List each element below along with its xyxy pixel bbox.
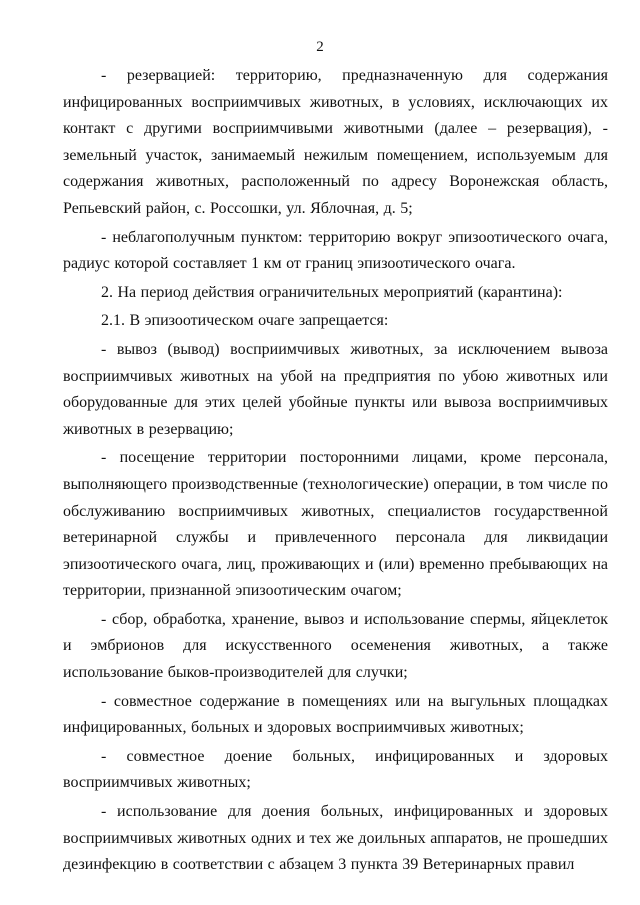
- page-number: 2: [316, 39, 324, 55]
- document-body: [63, 63, 608, 881]
- paragraph-unfavorable-point-definition: - неблагополучным пунктом: территорию вокруг эпизоотического очага, радиус которой составляет 1 км от границ эпизоотического очага.: [63, 228, 608, 273]
- list-item-export-ban: - вывоз (вывод) восприимчивых животных, за исключением вывоза восприимчивых животных на убой на предприятия по убою животных или оборудованные для этих целей убойные пункты или вывоза восприимчивых животных в резервацию;: [63, 340, 608, 438]
- list-item-joint-milking-ban: - совместное доение больных, инфицированных и здоровых восприимчивых животных;: [63, 747, 608, 792]
- paragraph-reservation-definition: - резервацией: территорию, предназначенную для содержания инфицированных восприимчивых животных, в условиях, исключающих их контакт с другими восприимчивыми животными (далее – резервация), - земельный участок, занимаемый нежилым помещением, используемым для содержания животных, расположенный по адресу Воронежская область, Репьевский район, с. Россошки, ул. Яблочная, д. 5;: [63, 67, 608, 217]
- paragraph-section-2: 2. На период действия ограничительных мероприятий (карантина):: [101, 283, 563, 301]
- list-item-visit-ban: - посещение территории посторонними лицами, кроме персонала, выполняющего производственные (технологические) операции, в том числе по обслуживанию восприимчивых животных, специалистов государственной ветеринарной службы и привлеченного персонала для ликвидации эпизоотического очага, лиц, проживающих и (или) временно пребывающих на территории, признанной эпизоотическим очагом;: [63, 449, 608, 600]
- list-item-semen-ban: - сбор, обработка, хранение, вывоз и использование спермы, яйцеклеток и эмбрионов для искусственного осеменения животных, а также использование быков-производителей для случки;: [63, 610, 608, 682]
- list-item-milking-equipment-ban: - использование для доения больных, инфицированных и здоровых восприимчивых животных одних и тех же доильных аппаратов, не прошедших дезинфекцию в соответствии с абзацем 3 пункта 39 Ветеринарных правил: [63, 803, 608, 874]
- list-item-joint-keeping-ban: - совместное содержание в помещениях или на выгульных площадках инфицированных, больных и здоровых восприимчивых животных;: [63, 692, 608, 737]
- paragraph-section-2-1: 2.1. В эпизоотическом очаге запрещается:: [101, 312, 389, 330]
